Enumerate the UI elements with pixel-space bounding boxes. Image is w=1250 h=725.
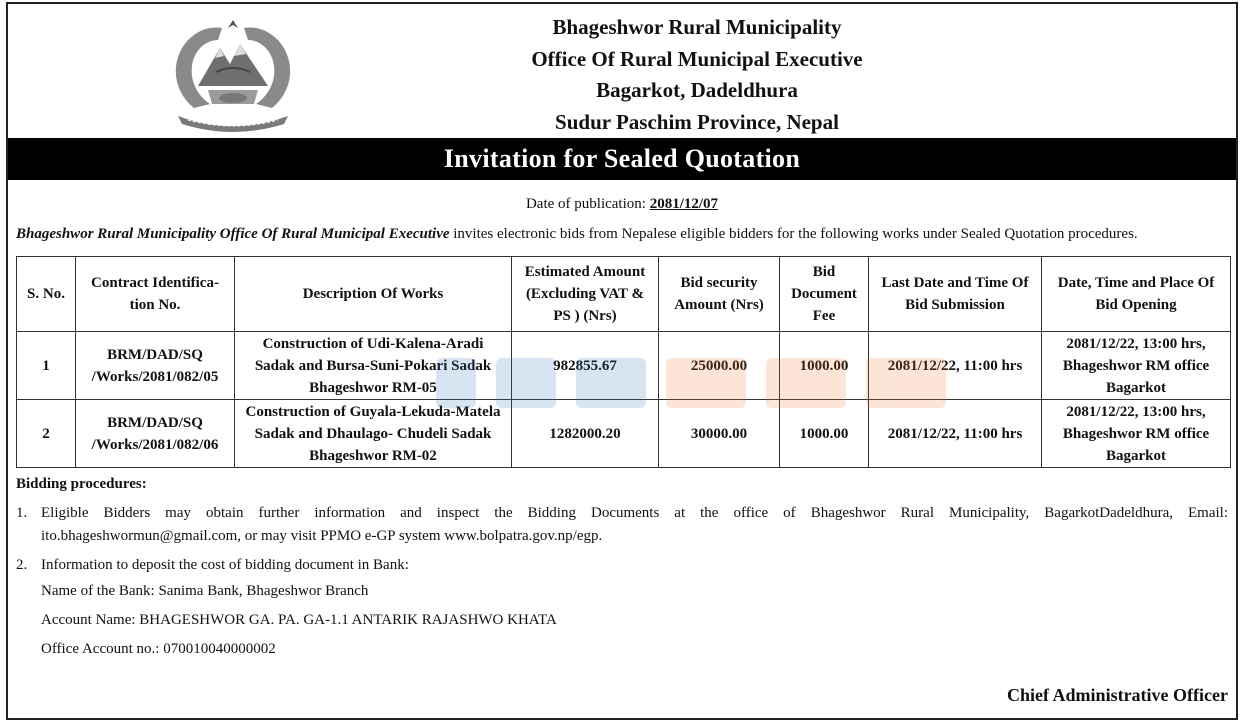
- header-last-date: Last Date and Time Of Bid Submission: [869, 257, 1042, 332]
- province: Sudur Paschim Province, Nepal: [555, 109, 839, 134]
- table-row: [17, 332, 1231, 400]
- table-header-row: [17, 257, 1231, 332]
- procedures-title: Bidding procedures:: [16, 476, 147, 492]
- cell-opening: 2081/12/22, 13:00 hrs, Bhageshwor RM office Bagarkot: [1042, 332, 1231, 400]
- cell-estimated-amount: 1282000.20: [512, 400, 659, 468]
- notice-page: [6, 2, 1238, 720]
- procedure-body: [41, 502, 1228, 548]
- account-number: Office Account no.: 070010040000002: [41, 641, 276, 657]
- procedure-text-continued: ito.bhageshwormun@gmail.com, or may visit PPMO e-GP system www.bolpatra.gov.np/egp.: [41, 528, 603, 544]
- header: [8, 4, 1236, 138]
- procedure-item: [16, 554, 1228, 577]
- header-estimated-amount: Estimated Amount (Excluding VAT & PS ) (Nrs): [512, 257, 659, 332]
- procedures-list: [16, 502, 1228, 664]
- header-description: Description Of Works: [235, 257, 512, 332]
- cell-contract-id: BRM/DAD/SQ /Works/2081/082/06: [76, 400, 235, 468]
- works-table: [16, 256, 1231, 468]
- header-sno: S. No.: [17, 257, 76, 332]
- header-contract-id: Contract Identifica-tion No.: [76, 257, 235, 332]
- cell-bid-security: 25000.00: [659, 332, 780, 400]
- intro-paragraph: [16, 226, 1228, 246]
- cell-description: Construction of Guyala-Lekuda-Matela Sadak and Dhaulago- Chudeli Sadak Bhageshwor RM-02: [235, 400, 512, 468]
- procedure-number: 1.: [16, 505, 28, 521]
- header-opening: Date, Time and Place Of Bid Opening: [1042, 257, 1231, 332]
- cell-contract-id: BRM/DAD/SQ /Works/2081/082/05: [76, 332, 235, 400]
- procedure-item: [16, 502, 1228, 548]
- procedure-body: [41, 554, 1228, 577]
- org-name: Bhageshwor Rural Municipality: [552, 15, 842, 39]
- notice-title: Invitation for Sealed Quotation: [8, 138, 1236, 180]
- cell-opening: 2081/12/22, 13:00 hrs, Bhageshwor RM office Bagarkot: [1042, 400, 1231, 468]
- cell-description: Construction of Udi-Kalena-Aradi Sadak and Bursa-Suni-Pokari Sadak Bhageshwor RM-05: [235, 332, 512, 400]
- cell-last-date: 2081/12/22, 11:00 hrs: [869, 400, 1042, 468]
- header-document-fee: Bid Document Fee: [780, 257, 869, 332]
- office-location: Bagarkot, Dadeldhura: [596, 78, 798, 102]
- bank-name: Name of the Bank: Sanima Bank, Bhageshwor Branch: [41, 583, 369, 599]
- signature-title: Chief Administrative Officer: [1007, 685, 1228, 705]
- organization-block: [308, 12, 1086, 138]
- cell-sno: 2: [17, 400, 76, 468]
- procedure-text: Information to deposit the cost of bidding document in Bank:: [41, 557, 409, 573]
- table-row: [17, 400, 1231, 468]
- nepal-emblem-icon: [158, 12, 308, 132]
- cell-last-date: 2081/12/22, 11:00 hrs: [869, 332, 1042, 400]
- procedure-number: 2.: [16, 557, 28, 573]
- cell-estimated-amount: 982855.67: [512, 332, 659, 400]
- procedure-text: Eligible Bidders may obtain further information and inspect the Bidding Documents at the office of Bhageshwor Rural Municipality, BagarkotDadeldhura, Email:: [41, 505, 1228, 521]
- publication-date: [8, 196, 1236, 216]
- intro-text: invites electronic bids from Nepalese eligible bidders for the following works under Sealed Quotation procedures.: [449, 226, 1138, 242]
- works-table-wrapper: [16, 256, 1228, 468]
- cell-document-fee: 1000.00: [780, 400, 869, 468]
- cell-sno: 1: [17, 332, 76, 400]
- office-name: Office Of Rural Municipal Executive: [531, 46, 863, 71]
- header-bid-security: Bid security Amount (Nrs): [659, 257, 780, 332]
- account-name: Account Name: BHAGESHWOR GA. PA. GA-1.1 ANTARIK RAJASHWO KHATA: [41, 612, 557, 628]
- publication-date-label: Date of publication:: [525, 196, 650, 212]
- cell-document-fee: 1000.00: [780, 332, 869, 400]
- publication-date-value: 2081/12/07: [649, 196, 719, 212]
- cell-bid-security: 30000.00: [659, 400, 780, 468]
- intro-org: Bhageshwor Rural Municipality Office Of Rural Municipal Executive: [16, 226, 450, 242]
